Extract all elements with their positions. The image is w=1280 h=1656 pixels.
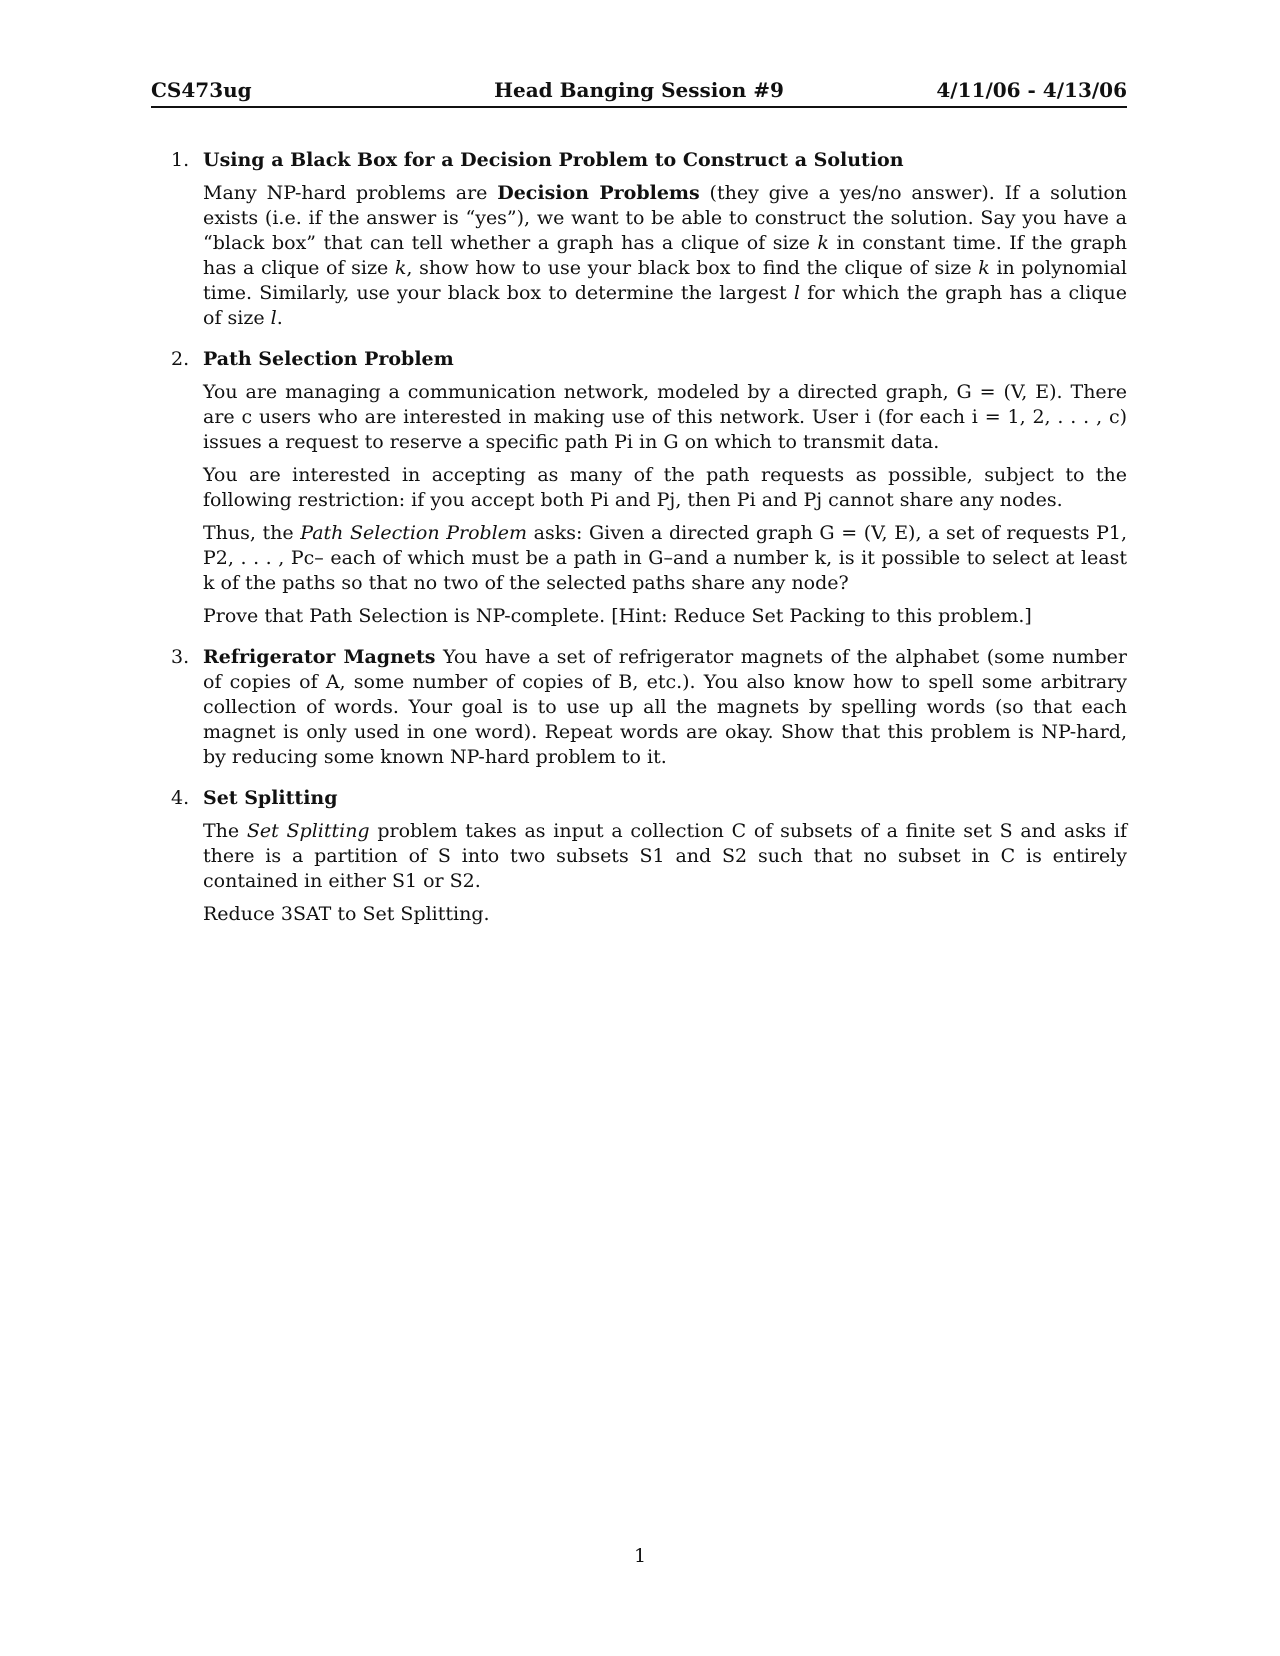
problem-title: Refrigerator Magnets [203, 646, 436, 668]
problem-body: Many NP-hard problems are Decision Problems (they give a yes/no answer). If a solution exists (i.e. if the answer is “yes”), we want to be able to construct the solution. Say you have a “black box” that can tell whether a graph has a clique of size k in constant time. If the graph has a clique of size k, show how to use your black box to find the clique of size k in polynomial time. Similarly, use your black box to determine the largest l for which the graph has a clique of size l. [203, 182, 1127, 329]
problem-paragraph: Prove that Path Selection is NP-complete. [Hint: Reduce Set Packing to this problem.] [203, 605, 1032, 627]
problem-paragraph: Reduce 3SAT to Set Splitting. [203, 903, 490, 925]
problem-paragraph: You are managing a communication network, modeled by a directed graph, G = (V, E). There are c users who are interested in making use of this network. User i (for each i = 1, 2, . . . , c) issues a request to reserve a specific path Pi in G on which to transmit data. [203, 381, 1127, 453]
page-header [151, 76, 1127, 108]
problem-paragraph: You are interested in accepting as many of the path requests as possible, subject to the following restriction: if you accept both Pi and Pj, then Pi and Pj cannot share any nodes. [203, 464, 1127, 511]
problem-paragraph: Thus, the Path Selection Problem asks: Given a directed graph G = (V, E), a set of requests P1, P2, . . . , Pc– each of which must be a path in G–and a number k, is it possible to select at least k of the paths so that no two of the selected paths share any node? [203, 522, 1127, 594]
problem-title: Set Splitting [203, 787, 338, 809]
problem-title: Using a Black Box for a Decision Problem to Construct a Solution [203, 149, 904, 171]
problem-2 [151, 347, 1127, 629]
session-dates: 4/11/06 - 4/13/06 [936, 78, 1127, 102]
page-number: 1 [633, 1545, 647, 1567]
problem-number: 3. [171, 646, 190, 668]
problem-4 [151, 786, 1127, 927]
problem-3 [151, 645, 1127, 770]
problem-number: 4. [171, 787, 190, 809]
problem-number: 2. [171, 348, 190, 370]
problem-number: 1. [171, 149, 190, 171]
problem-title: Path Selection Problem [203, 348, 454, 370]
problem-list [151, 148, 1127, 943]
problem-paragraph: The Set Splitting problem takes as input a collection C of subsets of a finite set S and asks if there is a partition of S into two subsets S1 and S2 such that no subset in C is entirely contained in either S1 or S2. [203, 820, 1127, 892]
course-code: CS473ug [151, 78, 252, 102]
problem-body: Refrigerator Magnets You have a set of refrigerator magnets of the alphabet (some number of copies of A, some number of copies of B, etc.). You also know how to spell some arbitrary collection of words. Your goal is to use up all the magnets by spelling words (so that each magnet is only used in one word). Repeat words are okay. Show that this problem is NP-hard, by reducing some known NP-hard problem to it. [203, 646, 1127, 768]
session-title: Head Banging Session #9 [494, 78, 784, 102]
problem-1 [151, 148, 1127, 331]
